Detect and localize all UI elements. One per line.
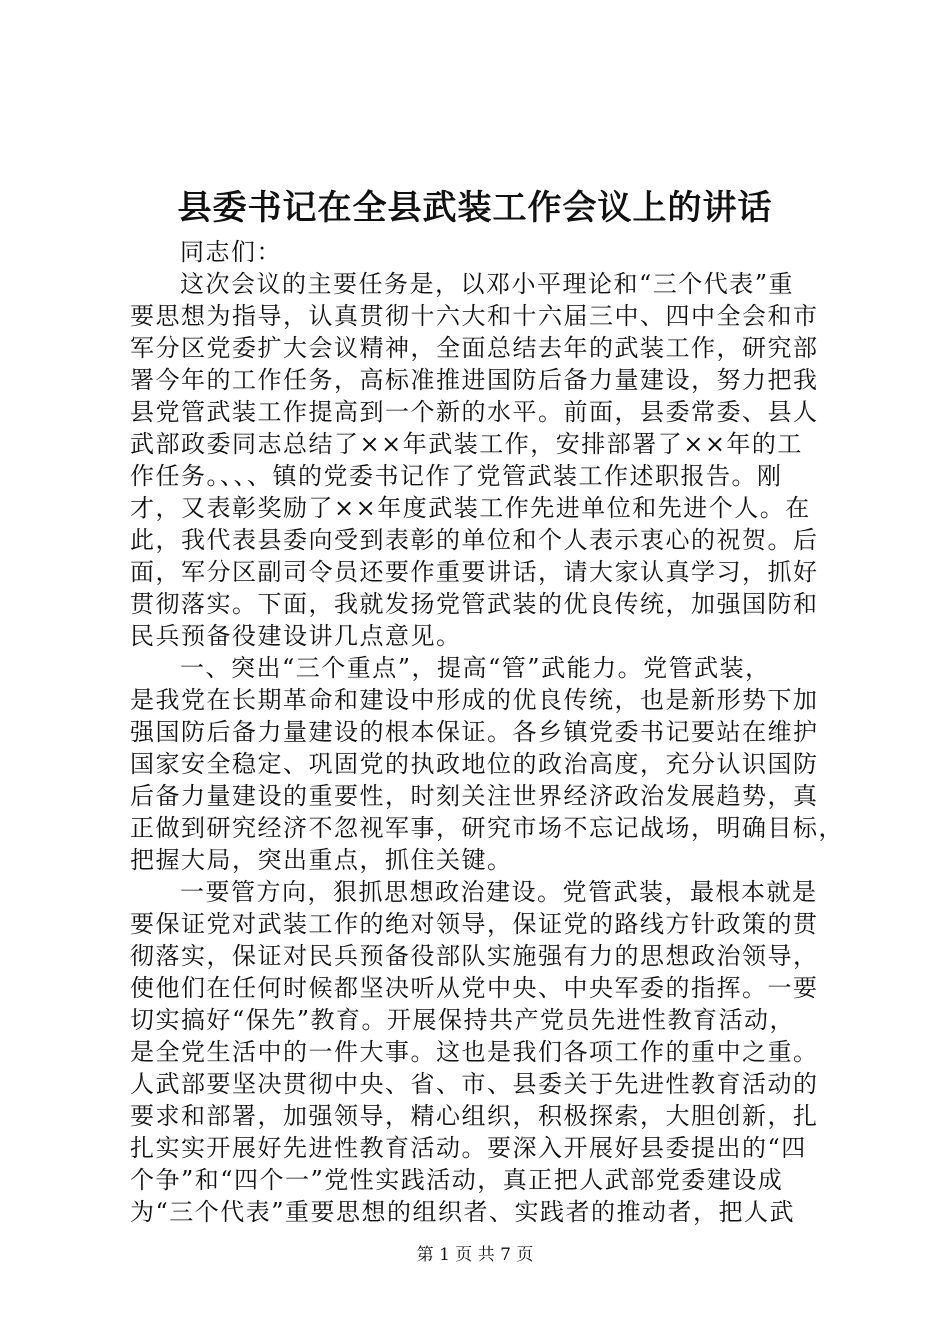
text-line: 署今年的工作任务，高标准推进国防后备力量建设，努力把我 <box>130 366 819 394</box>
text-line: 个争”和“四个一”党性实践活动，真正把人武部党委建设成 <box>130 1166 784 1194</box>
text-line: 把握大局，突出重点，抓住关键。 <box>130 846 513 874</box>
text-line: 人武部要坚决贯彻中央、省、市、县委关于先进性教育活动的 <box>130 1070 819 1098</box>
text-line: 才，又表彰奖励了××年度武装工作先进单位和先进个人。在 <box>130 494 811 522</box>
text-line: 一、突出“三个重点”，提高“管”武能力。党管武装， <box>180 654 771 682</box>
text-line: 后备力量建设的重要性，时刻关注世界经济政治发展趋势，真 <box>130 782 819 810</box>
text-line: 强国防后备力量建设的根本保证。各乡镇党委书记要站在维护 <box>130 718 819 746</box>
text-line: 县党管武装工作提高到一个新的水平。前面，县委常委、县人 <box>130 398 819 426</box>
text-line: 正做到研究经济不忽视军事，研究市场不忘记战场，明确目标， <box>130 814 844 842</box>
salutation-line: 同志们： <box>180 238 282 266</box>
text-line: 这次会议的主要任务是，以邓小平理论和“三个代表”重 <box>180 270 795 298</box>
text-line: 要思想为指导，认真贯彻十六大和十六届三中、四中全会和市 <box>130 302 819 330</box>
text-line: 是全党生活中的一件大事。这也是我们各项工作的重中之重。 <box>130 1038 819 1066</box>
text-line: 民兵预备役建设讲几点意见。 <box>130 622 462 650</box>
text-line: 贯彻落实。下面，我就发扬党管武装的优良传统，加强国防和 <box>130 590 819 618</box>
text-line: 彻落实，保证对民兵预备役部队实施强有力的思想政治领导， <box>130 942 819 970</box>
text-line: 面，军分区副司令员还要作重要讲话，请大家认真学习，抓好 <box>130 558 819 586</box>
text-line: 此，我代表县委向受到表彰的单位和个人表示衷心的祝贺。后 <box>130 526 819 554</box>
document-body <box>130 236 844 1228</box>
text-line: 扎实实开展好先进性教育活动。要深入开展好县委提出的“四 <box>130 1134 807 1162</box>
text-line: 武部政委同志总结了××年武装工作，安排部署了××年的工 <box>130 430 803 458</box>
text-line: 军分区党委扩大会议精神，全面总结去年的武装工作，研究部 <box>130 334 819 362</box>
text-line: 使他们在任何时候都坚决听从党中央、中央军委的指挥。一要 <box>130 974 819 1002</box>
page-number-footer: 第 1 页 共 7 页 <box>416 1245 534 1265</box>
document-title: 县委书记在全县武装工作会议上的讲话 <box>177 188 773 228</box>
text-line: 是我党在长期革命和建设中形成的优良传统，也是新形势下加 <box>130 686 819 714</box>
text-line: 要求和部署，加强领导，精心组织，积极探索，大胆创新，扎 <box>130 1102 819 1130</box>
text-line: 为“三个代表”重要思想的组织者、实践者的推动者，把人武 <box>130 1198 796 1226</box>
text-line: 切实搞好“保先”教育。开展保持共产党员先进性教育活动， <box>130 1006 796 1034</box>
text-line: 国家安全稳定、巩固党的执政地位的政治高度，充分认识国防 <box>130 750 819 778</box>
text-line: 一要管方向，狠抓思想政治建设。党管武装，最根本就是 <box>180 878 818 906</box>
text-line: 作任务。、、、镇的党委书记作了党管武装工作述职报告。刚 <box>130 462 783 490</box>
text-line: 要保证党对武装工作的绝对领导，保证党的路线方针政策的贯 <box>130 910 819 938</box>
